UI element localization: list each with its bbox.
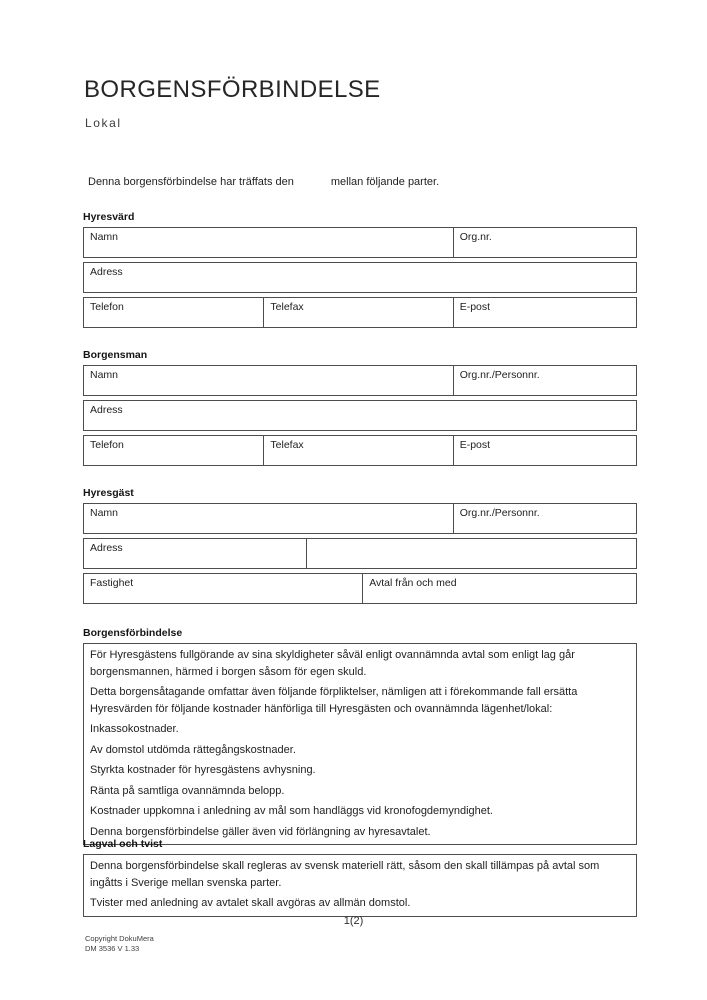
clause-paragraph: Av domstol utdömda rättegångskostnader. xyxy=(90,743,296,756)
table-row xyxy=(83,435,637,466)
table-row xyxy=(83,365,637,396)
clause-paragraph: Denna borgensförbindelse gäller även vid förlängning av hyresavtalet. xyxy=(90,825,431,838)
table-row xyxy=(83,400,637,431)
section-heading-hyresvard: Hyresvärd xyxy=(83,211,135,223)
field-telefax: Telefax xyxy=(263,298,452,327)
section-heading-borgensman: Borgensman xyxy=(83,349,148,361)
field-adress: Adress xyxy=(90,404,123,416)
clause-paragraph: Tvister med anledning av avtalet skall avgöras av allmän domstol. xyxy=(90,897,411,909)
intro-sentence xyxy=(88,176,439,188)
section-hyresvard xyxy=(83,211,637,332)
field-orgnr-personnr: Org.nr./Personnr. xyxy=(453,366,636,395)
field-epost: E-post xyxy=(453,436,636,465)
section-lagval-och-tvist xyxy=(83,838,637,917)
intro-text-after-date: mellan följande parter. xyxy=(330,176,440,188)
table-row xyxy=(83,538,637,569)
field-epost: E-post xyxy=(453,298,636,327)
section-heading-hyresgast: Hyresgäst xyxy=(83,487,134,499)
field-fastighet: Fastighet xyxy=(90,577,134,589)
field-orgnr-personnr: Org.nr./Personnr. xyxy=(453,504,636,533)
clause-paragraph: Kostnader uppkomna i anledning av mål som handläggs vid kronofogdemyndighet. xyxy=(90,805,493,817)
field-orgnr: Org.nr. xyxy=(453,228,636,257)
field-namn: Namn xyxy=(90,507,119,519)
field-adress-extra xyxy=(306,539,636,568)
field-telefon: Telefon xyxy=(90,301,124,313)
table-row xyxy=(83,503,637,534)
copyright-line2: DM 3536 V 1.33 xyxy=(85,944,140,953)
clause-paragraph: Detta borgensåtagande omfattar även följande förpliktelser, nämligen att i förekommande fall ersätta Hyresvärden för följande kostnader hänförliga till Hyresgästen och ovannämnda lägenhet/lokal: xyxy=(90,686,578,715)
field-telefon: Telefon xyxy=(90,439,124,451)
section-borgensforbindelse xyxy=(83,627,637,845)
clauses-box xyxy=(83,643,637,845)
section-hyresgast xyxy=(83,487,637,608)
field-telefax: Telefax xyxy=(263,436,452,465)
copyright-notice xyxy=(85,934,154,954)
section-heading-lagval: Lagval och tvist xyxy=(83,838,163,850)
field-avtal-fran-och-med: Avtal från och med xyxy=(362,574,636,603)
clause-paragraph: Ränta på samtliga ovannämnda belopp. xyxy=(90,784,285,797)
table-row xyxy=(83,297,637,328)
table-row xyxy=(83,573,637,604)
page-number: 1(2) xyxy=(343,915,364,927)
section-borgensman xyxy=(83,349,637,470)
document-title: BORGENSFÖRBINDELSE xyxy=(84,76,381,103)
section-heading-borgensforbindelse: Borgensförbindelse xyxy=(83,627,183,639)
field-adress: Adress xyxy=(90,542,123,554)
document-subtitle: Lokal xyxy=(85,116,122,130)
table-row xyxy=(83,227,637,258)
copyright-line1: Copyright DokuMera xyxy=(85,934,154,943)
lagval-box xyxy=(83,854,637,917)
field-adress: Adress xyxy=(90,266,123,278)
clause-paragraph: För Hyresgästens fullgörande av sina skyldigheter såväl enligt ovannämnda avtal som enligt lag går borgensmannen, härmed i borgen såsom för egen skuld. xyxy=(90,649,575,678)
table-row xyxy=(83,262,637,293)
intro-text-before-date: Denna borgensförbindelse har träffats den xyxy=(88,176,294,188)
field-namn: Namn xyxy=(90,369,119,381)
clause-paragraph: Denna borgensförbindelse skall regleras av svensk materiell rätt, såsom den skall tillämpas på avtal som ingåtts i Sverige mellan svenska parter. xyxy=(90,860,600,889)
clause-paragraph: Inkassokostnader. xyxy=(90,723,179,735)
field-namn: Namn xyxy=(90,231,119,243)
clause-paragraph: Styrkta kostnader för hyresgästens avhysning. xyxy=(90,764,316,776)
